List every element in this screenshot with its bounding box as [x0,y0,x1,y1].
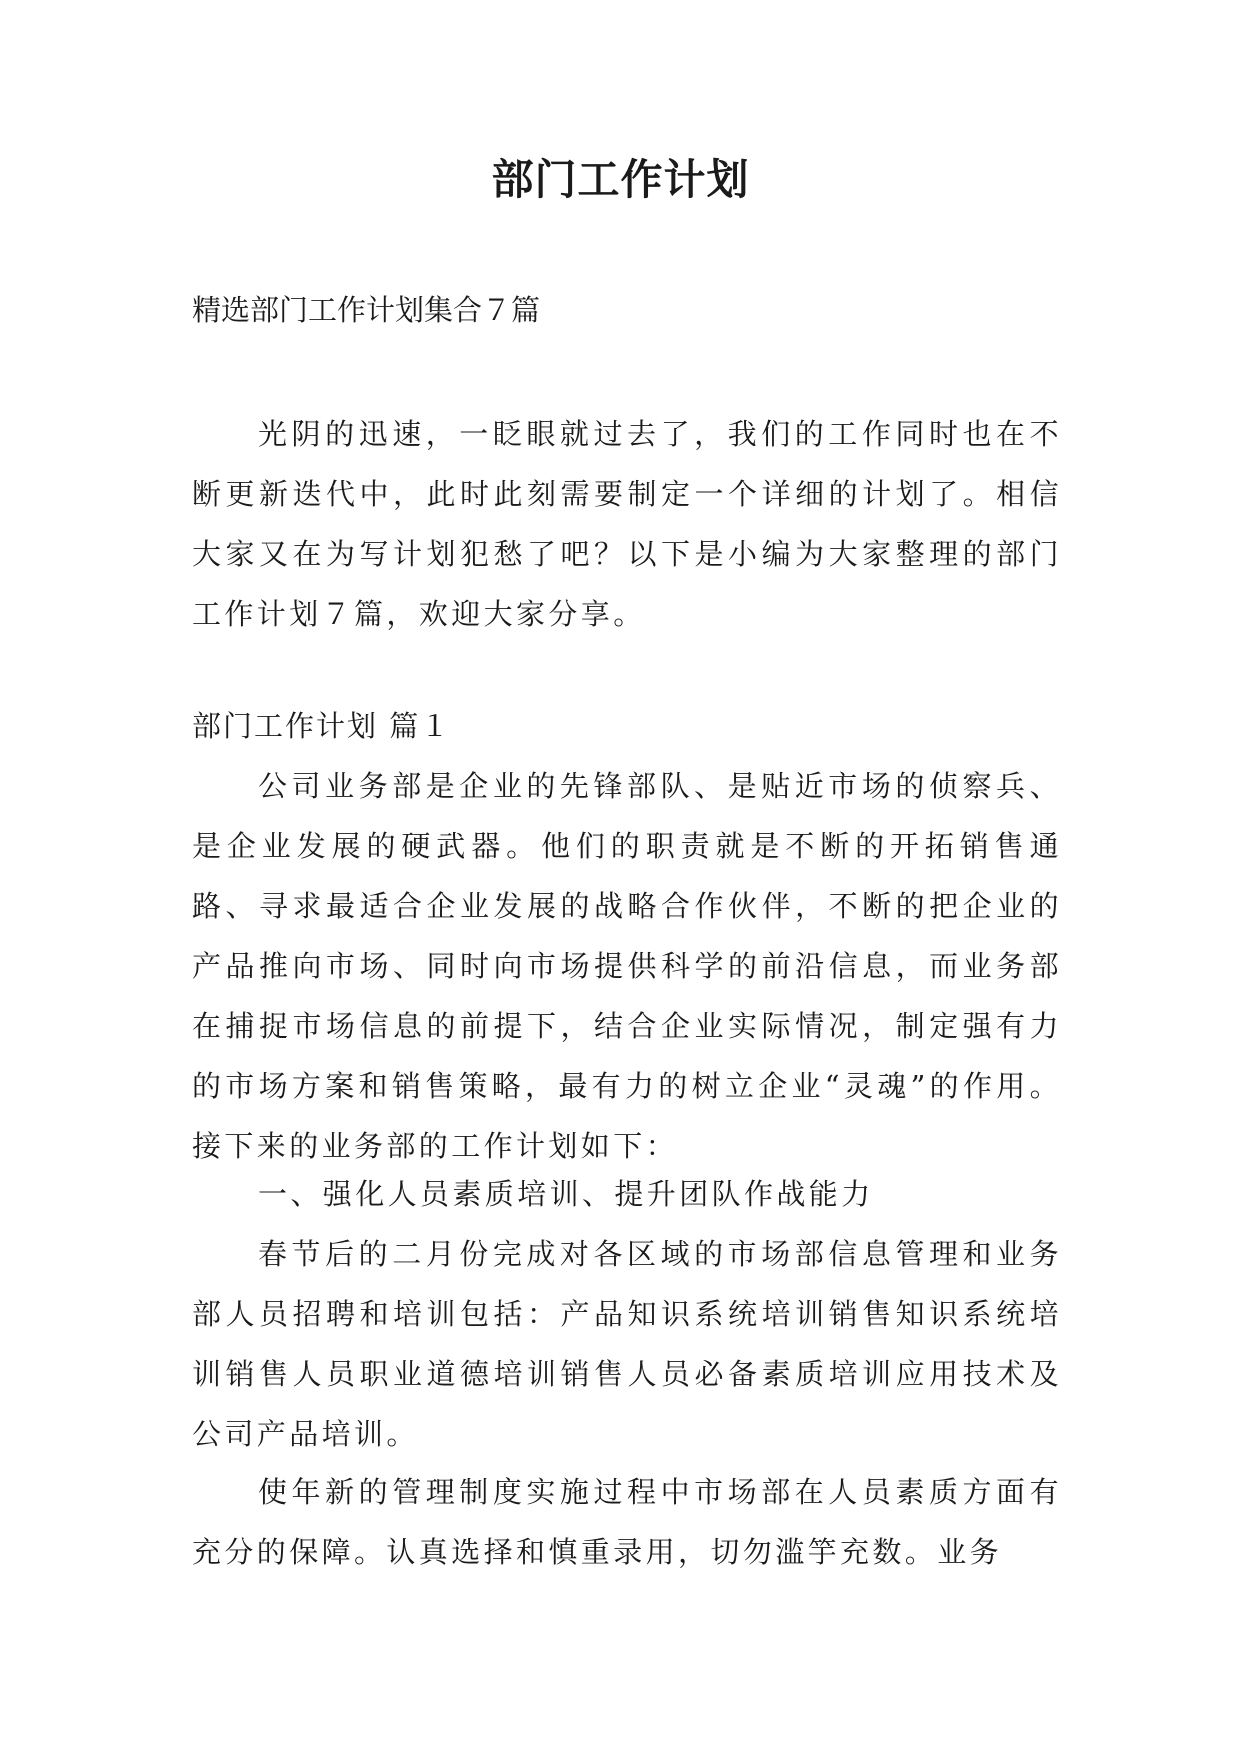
section-heading: 部门工作计划 篇１ [192,709,452,743]
document-title: 部门工作计划 [491,155,750,204]
subheading-1: 一、强化人员素质培训、提升团队作战能力 [258,1177,874,1211]
body-paragraph-1: 公司业务部是企业的先锋部队、是贴近市场的侦察兵、是企业发展的硬武器。他们的职责就是不断的开拓销售通路、寻求最适合企业发展的战略合作伙伴，不断的把企业的产品推向市场、同时向市场提供科学的前沿信息，而业务部在捕捉市场信息的前提下，结合企业实际情况，制定强有力的市场方案和销售策略，最有力的树立企业“灵魂”的作用。接下来的业务部的工作计划如下： [192,769,1062,1163]
body-paragraph-2: 春节后的二月份完成对各区域的市场部信息管理和业务部人员招聘和培训包括：产品知识系统培训销售知识系统培训销售人员职业道德培训销售人员必备素质培训应用技术及公司产品培训。 [192,1237,1062,1451]
document-subtitle: 精选部门工作计划集合７篇 [192,293,541,327]
intro-paragraph: 光阴的迅速，一眨眼就过去了，我们的工作同时也在不断更新迭代中，此时此刻需要制定一个详细的计划了。相信大家又在为写计划犯愁了吧？以下是小编为大家整理的部门工作计划７篇，欢迎大家分享。 [192,417,1062,631]
body-paragraph-3: 使年新的管理制度实施过程中市场部在人员素质方面有充分的保障。认真选择和慎重录用，切勿滥竽充数。业务 [192,1475,1062,1569]
